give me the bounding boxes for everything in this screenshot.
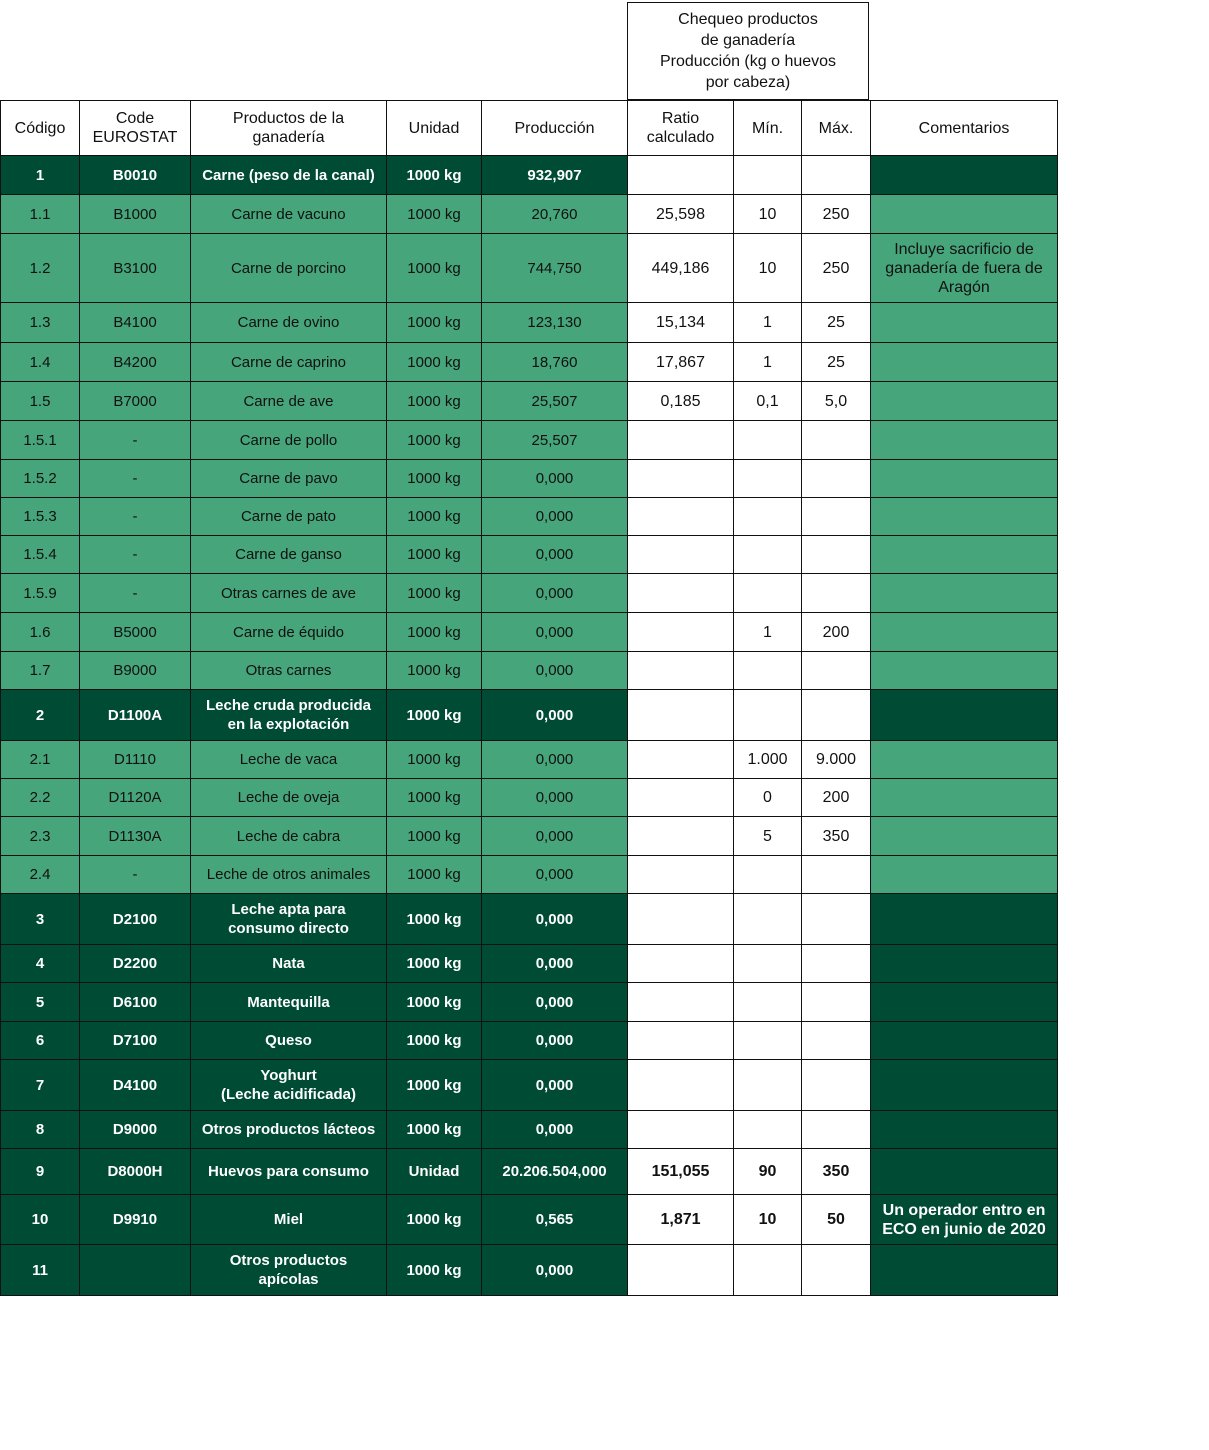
cell-producto: Carne de caprino [191,343,387,382]
cell-min: 1 [734,303,802,343]
cell-min [734,536,802,574]
cell-max: 250 [802,234,871,303]
cell-ratio [628,983,734,1022]
cell-ratio [628,894,734,945]
cell-produccion: 0,000 [482,817,628,856]
cell-producto: Yoghurt (Leche acidificada) [191,1060,387,1111]
cell-max: 9.000 [802,741,871,779]
header-eurostat: Code EUROSTAT [80,101,191,156]
cell-ratio [628,460,734,498]
cell-produccion: 0,000 [482,613,628,652]
table-row [1,690,1058,741]
cell-codigo: 1.5.2 [1,460,80,498]
cell-unidad: 1000 kg [387,1111,482,1149]
cell-codigo: 2 [1,690,80,741]
cell-ratio [628,1022,734,1060]
cell-min [734,894,802,945]
cell-codigo: 4 [1,945,80,983]
cell-min [734,945,802,983]
cell-min [734,156,802,195]
cell-comentarios [871,1111,1058,1149]
cell-eurostat: B7000 [80,382,191,421]
cell-eurostat: - [80,421,191,460]
cell-unidad: 1000 kg [387,945,482,983]
cell-max [802,1111,871,1149]
cell-max [802,574,871,613]
cell-ratio [628,156,734,195]
cell-producto: Leche de otros animales [191,856,387,894]
cell-codigo: 1 [1,156,80,195]
cell-produccion: 25,507 [482,382,628,421]
cell-min: 10 [734,234,802,303]
cell-comentarios [871,856,1058,894]
cell-min: 90 [734,1149,802,1195]
cell-producto: Otros productos apícolas [191,1245,387,1296]
cell-max [802,945,871,983]
cell-producto: Carne de équido [191,613,387,652]
cell-min [734,421,802,460]
cell-eurostat: B0010 [80,156,191,195]
cell-producto: Leche de cabra [191,817,387,856]
cell-producto: Carne de vacuno [191,195,387,234]
cell-unidad: 1000 kg [387,741,482,779]
cell-comentarios [871,817,1058,856]
cell-unidad: 1000 kg [387,303,482,343]
livestock-production-table [0,100,1058,1296]
header-comentarios: Comentarios [871,101,1058,156]
cell-comentarios [871,156,1058,195]
cell-max [802,498,871,536]
cell-max [802,1060,871,1111]
cell-ratio: 17,867 [628,343,734,382]
cell-min: 0,1 [734,382,802,421]
cell-unidad: 1000 kg [387,343,482,382]
cell-producto: Leche de vaca [191,741,387,779]
cell-unidad: 1000 kg [387,1245,482,1296]
cell-produccion: 123,130 [482,303,628,343]
cell-producto: Carne de pollo [191,421,387,460]
cell-codigo: 6 [1,1022,80,1060]
table-row [1,460,1058,498]
cell-max [802,156,871,195]
cell-codigo: 2.3 [1,817,80,856]
cell-ratio [628,945,734,983]
cell-produccion: 0,000 [482,460,628,498]
cell-ratio [628,652,734,690]
cell-codigo: 11 [1,1245,80,1296]
cell-min [734,1060,802,1111]
table-row [1,498,1058,536]
cell-max [802,1022,871,1060]
cell-comentarios: Incluye sacrificio de ganadería de fuera de Aragón [871,234,1058,303]
cell-produccion: 20,760 [482,195,628,234]
cell-producto: Miel [191,1195,387,1245]
cell-min: 5 [734,817,802,856]
table-row [1,1195,1058,1245]
cell-produccion: 0,000 [482,574,628,613]
cell-codigo: 1.6 [1,613,80,652]
cell-eurostat: B4200 [80,343,191,382]
cell-ratio [628,613,734,652]
cell-ratio: 25,598 [628,195,734,234]
cell-ratio: 151,055 [628,1149,734,1195]
cell-comentarios [871,779,1058,817]
table-row [1,741,1058,779]
cell-produccion: 0,000 [482,894,628,945]
table-row [1,1111,1058,1149]
cell-producto: Carne (peso de la canal) [191,156,387,195]
cell-producto: Carne de porcino [191,234,387,303]
cell-min: 10 [734,1195,802,1245]
cell-min [734,1111,802,1149]
cell-codigo: 1.5.3 [1,498,80,536]
cell-comentarios [871,894,1058,945]
cell-codigo: 7 [1,1060,80,1111]
cell-unidad: 1000 kg [387,983,482,1022]
cell-min [734,498,802,536]
cell-comentarios [871,652,1058,690]
cell-producto: Carne de ganso [191,536,387,574]
cell-ratio [628,1245,734,1296]
cell-produccion: 0,000 [482,1245,628,1296]
header-min: Mín. [734,101,802,156]
cell-produccion: 20.206.504,000 [482,1149,628,1195]
cell-unidad: 1000 kg [387,536,482,574]
cell-comentarios [871,690,1058,741]
cell-max [802,1245,871,1296]
cell-codigo: 1.5 [1,382,80,421]
cell-produccion: 0,565 [482,1195,628,1245]
cell-produccion: 0,000 [482,652,628,690]
cell-ratio [628,856,734,894]
cell-eurostat: D1110 [80,741,191,779]
table-row [1,1022,1058,1060]
cell-comentarios [871,536,1058,574]
cell-ratio: 0,185 [628,382,734,421]
cell-comentarios [871,303,1058,343]
cell-comentarios [871,613,1058,652]
cell-codigo: 1.5.4 [1,536,80,574]
cell-min [734,1022,802,1060]
cell-ratio [628,690,734,741]
cell-ratio [628,817,734,856]
cell-comentarios: Un operador entro en ECO en junio de 2020 [871,1195,1058,1245]
cell-ratio [628,741,734,779]
cell-eurostat: B1000 [80,195,191,234]
header-producto: Productos de la ganadería [191,101,387,156]
cell-ratio: 15,134 [628,303,734,343]
header-codigo: Código [1,101,80,156]
cell-produccion: 0,000 [482,1060,628,1111]
cell-eurostat: B9000 [80,652,191,690]
table-row [1,234,1058,303]
table-row [1,945,1058,983]
cell-min [734,690,802,741]
cell-producto: Leche cruda producida en la explotación [191,690,387,741]
cell-min: 1 [734,613,802,652]
cell-produccion: 0,000 [482,1111,628,1149]
cell-max [802,690,871,741]
cell-ratio [628,574,734,613]
cell-comentarios [871,1060,1058,1111]
cell-max [802,460,871,498]
cell-max [802,536,871,574]
cell-codigo: 9 [1,1149,80,1195]
cell-producto: Otras carnes [191,652,387,690]
cell-produccion: 0,000 [482,741,628,779]
cell-eurostat: - [80,536,191,574]
cell-min [734,460,802,498]
cell-codigo: 1.5.9 [1,574,80,613]
table-row [1,156,1058,195]
cell-unidad: 1000 kg [387,195,482,234]
cell-max: 50 [802,1195,871,1245]
cell-producto: Otros productos lácteos [191,1111,387,1149]
cell-produccion: 0,000 [482,856,628,894]
cell-eurostat: D4100 [80,1060,191,1111]
cell-eurostat: D9910 [80,1195,191,1245]
cell-produccion: 0,000 [482,983,628,1022]
cell-max: 200 [802,779,871,817]
cell-unidad: Unidad [387,1149,482,1195]
cell-produccion: 0,000 [482,945,628,983]
cell-producto: Carne de pato [191,498,387,536]
cell-max: 5,0 [802,382,871,421]
cell-ratio: 449,186 [628,234,734,303]
cell-eurostat: D7100 [80,1022,191,1060]
cell-ratio [628,421,734,460]
cell-unidad: 1000 kg [387,574,482,613]
header-unidad: Unidad [387,101,482,156]
table-row [1,652,1058,690]
table-row [1,536,1058,574]
cell-eurostat: B4100 [80,303,191,343]
group-header-chequeo: Chequeo productos de ganadería Producción (kg o huevos por cabeza) [627,2,869,100]
cell-eurostat: D1120A [80,779,191,817]
cell-min: 1.000 [734,741,802,779]
table-row [1,1149,1058,1195]
cell-eurostat: - [80,498,191,536]
cell-ratio [628,498,734,536]
cell-unidad: 1000 kg [387,817,482,856]
cell-comentarios [871,1022,1058,1060]
cell-comentarios [871,343,1058,382]
table-row [1,817,1058,856]
cell-max: 350 [802,1149,871,1195]
cell-min: 0 [734,779,802,817]
cell-producto: Mantequilla [191,983,387,1022]
cell-producto: Otras carnes de ave [191,574,387,613]
cell-produccion: 25,507 [482,421,628,460]
cell-unidad: 1000 kg [387,156,482,195]
table-row [1,382,1058,421]
cell-comentarios [871,1149,1058,1195]
cell-eurostat: D8000H [80,1149,191,1195]
cell-producto: Nata [191,945,387,983]
cell-unidad: 1000 kg [387,779,482,817]
cell-unidad: 1000 kg [387,234,482,303]
table-row [1,421,1058,460]
cell-codigo: 1.5.1 [1,421,80,460]
cell-max [802,652,871,690]
cell-comentarios [871,382,1058,421]
cell-producto: Carne de ovino [191,303,387,343]
cell-comentarios [871,945,1058,983]
cell-codigo: 8 [1,1111,80,1149]
cell-produccion: 0,000 [482,536,628,574]
cell-unidad: 1000 kg [387,613,482,652]
cell-codigo: 1.4 [1,343,80,382]
cell-ratio [628,1060,734,1111]
cell-produccion: 932,907 [482,156,628,195]
cell-max [802,421,871,460]
header-max: Máx. [802,101,871,156]
cell-ratio: 1,871 [628,1195,734,1245]
cell-eurostat: D6100 [80,983,191,1022]
cell-unidad: 1000 kg [387,1060,482,1111]
cell-produccion: 0,000 [482,779,628,817]
cell-produccion: 744,750 [482,234,628,303]
header-row [1,101,1058,156]
cell-codigo: 2.2 [1,779,80,817]
cell-codigo: 1.3 [1,303,80,343]
cell-codigo: 5 [1,983,80,1022]
cell-unidad: 1000 kg [387,1022,482,1060]
table-row [1,195,1058,234]
cell-comentarios [871,460,1058,498]
cell-comentarios [871,195,1058,234]
table-row [1,1245,1058,1296]
cell-producto: Leche apta para consumo directo [191,894,387,945]
cell-unidad: 1000 kg [387,382,482,421]
cell-eurostat: - [80,574,191,613]
cell-produccion: 0,000 [482,1022,628,1060]
cell-eurostat: D2100 [80,894,191,945]
cell-min [734,1245,802,1296]
cell-comentarios [871,1245,1058,1296]
cell-unidad: 1000 kg [387,894,482,945]
cell-eurostat: - [80,460,191,498]
cell-codigo: 2.4 [1,856,80,894]
cell-comentarios [871,498,1058,536]
cell-produccion: 0,000 [482,690,628,741]
table-row [1,779,1058,817]
cell-ratio [628,536,734,574]
cell-codigo: 1.2 [1,234,80,303]
cell-max [802,983,871,1022]
cell-codigo: 10 [1,1195,80,1245]
cell-eurostat: D9000 [80,1111,191,1149]
cell-max: 25 [802,303,871,343]
cell-min [734,574,802,613]
cell-max [802,894,871,945]
cell-unidad: 1000 kg [387,652,482,690]
cell-max: 350 [802,817,871,856]
cell-unidad: 1000 kg [387,690,482,741]
table-row [1,856,1058,894]
cell-min [734,983,802,1022]
cell-produccion: 0,000 [482,498,628,536]
cell-min [734,652,802,690]
cell-comentarios [871,741,1058,779]
cell-produccion: 18,760 [482,343,628,382]
cell-unidad: 1000 kg [387,421,482,460]
cell-eurostat: B5000 [80,613,191,652]
cell-eurostat: - [80,856,191,894]
table-row [1,894,1058,945]
table-row [1,343,1058,382]
cell-codigo: 1.7 [1,652,80,690]
cell-max [802,856,871,894]
header-ratio: Ratio calculado [628,101,734,156]
cell-codigo: 3 [1,894,80,945]
cell-eurostat: D2200 [80,945,191,983]
cell-producto: Leche de oveja [191,779,387,817]
cell-max: 250 [802,195,871,234]
cell-unidad: 1000 kg [387,1195,482,1245]
cell-ratio [628,779,734,817]
cell-codigo: 2.1 [1,741,80,779]
cell-unidad: 1000 kg [387,460,482,498]
table-row [1,613,1058,652]
cell-eurostat [80,1245,191,1296]
table-body [1,156,1058,1296]
cell-comentarios [871,421,1058,460]
cell-comentarios [871,574,1058,613]
table-row [1,574,1058,613]
cell-ratio [628,1111,734,1149]
cell-producto: Queso [191,1022,387,1060]
cell-unidad: 1000 kg [387,856,482,894]
cell-unidad: 1000 kg [387,498,482,536]
cell-min [734,856,802,894]
table-row [1,1060,1058,1111]
cell-producto: Carne de pavo [191,460,387,498]
table-row [1,303,1058,343]
cell-producto: Huevos para consumo [191,1149,387,1195]
cell-min: 10 [734,195,802,234]
cell-comentarios [871,983,1058,1022]
cell-max: 25 [802,343,871,382]
cell-eurostat: D1100A [80,690,191,741]
cell-eurostat: B3100 [80,234,191,303]
cell-codigo: 1.1 [1,195,80,234]
cell-eurostat: D1130A [80,817,191,856]
cell-max: 200 [802,613,871,652]
table-row [1,983,1058,1022]
cell-producto: Carne de ave [191,382,387,421]
cell-min: 1 [734,343,802,382]
header-produccion: Producción [482,101,628,156]
